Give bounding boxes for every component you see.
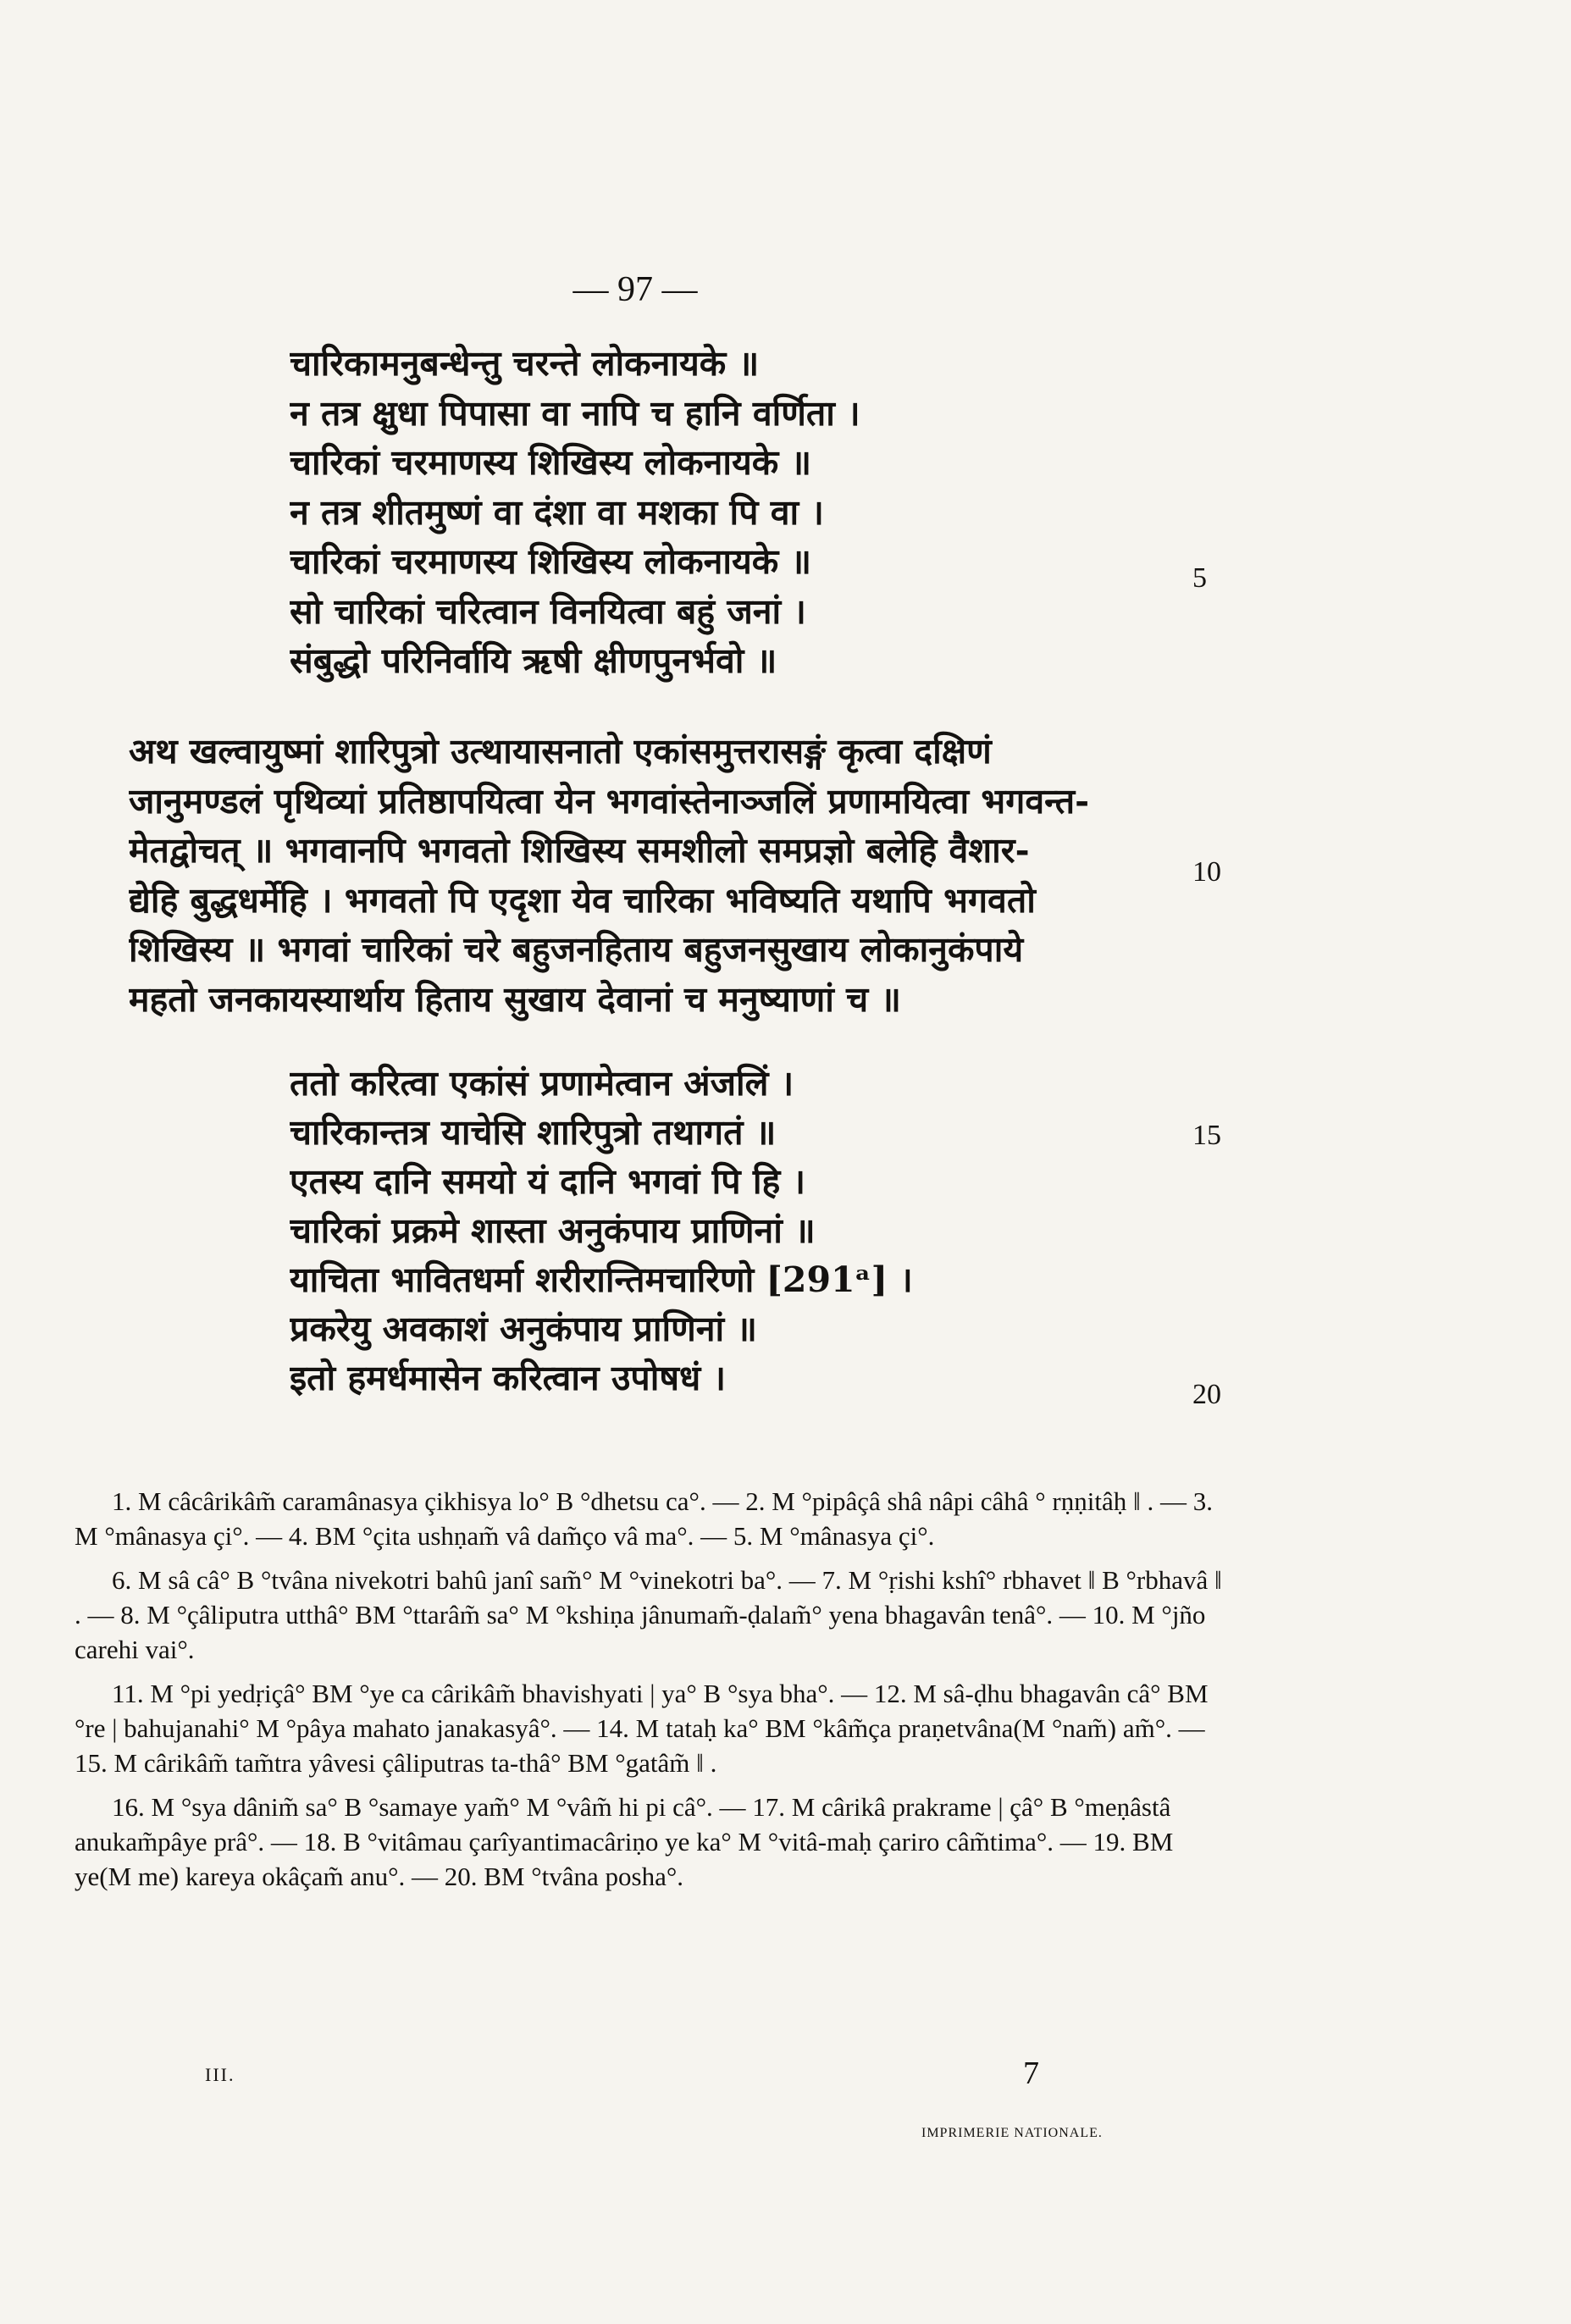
footnote: 1. M câcârikâm̃ caramânasya çikhisya lo° B °dhetsu ca°. — 2. M °pipâçâ shâ nâpi câhâ ° rṇṇitâḥ ‖ . — 3. M °mânasya çi°. — 4. BM °çita ushṇam̃ vâ dam̃ço vâ ma°. — 5. M °mânasya çi°.: [75, 1486, 1213, 1551]
verse-line: सो चारिकां चरित्वान विनयित्वा बहुं जनां ।: [290, 590, 806, 632]
verse-line: इतो हमर्धमासेन करित्वान उपोषधं ।: [290, 1358, 727, 1398]
footnotes: [75, 1484, 1226, 1903]
line-number-10: 10: [1192, 856, 1221, 888]
line-number-5: 5: [1192, 562, 1207, 594]
verse-line: एतस्य दानि समयो यं दानि भगवां पि हि ।: [290, 1161, 806, 1202]
verse-line: चारिकां चरमाणस्य शिखिस्य लोकनायके ॥: [290, 541, 812, 582]
prose-line: महतो जनकायस्यार्थाय हिताय सुखाय देवानां च मनुष्याणां च ॥: [129, 978, 901, 1020]
verse-line: ततो करित्वा एकांसं प्रणामेत्वान अंजलिं ।: [290, 1063, 794, 1104]
signature-mark: III.: [205, 2064, 235, 2085]
verse-line: चारिकां चरमाणस्य शिखिस्य लोकनायके ॥: [290, 442, 812, 483]
printer-imprint: IMPRIMERIE NATIONALE.: [921, 2126, 1103, 2140]
verse-line: याचिता भावितधर्मा शरीरान्तिमचारिणो [291ᵃ] ।: [290, 1259, 913, 1300]
line-number-20: 20: [1192, 1379, 1221, 1410]
footnote: 6. M sâ câ° B °tvâna nivekotri bahû janî sam̃° M °vinekotri ba°. — 7. M °ṛishi kshî° rbhavet ‖ B °rbhavâ ‖ . — 8. M °çâliputra utthâ° BM °ttarâm̃ sa° M °kshiṇa jânumam̃-ḍalam̃° yena bhagavân tenâ°. — 10. M °jño carehi vai°.: [75, 1565, 1222, 1664]
verse-line: प्रकरेयु अवकाशं अनुकंपाय प्राणिनां ॥: [290, 1309, 757, 1349]
verse-line: चारिकां प्रक्रमे शास्ता अनुकंपाय प्राणिनां ॥: [290, 1210, 816, 1251]
sheet-number: 7: [1023, 2056, 1039, 2091]
verse-line: न तत्र क्षुधा पिपासा वा नापि च हानि वर्णिता ।: [290, 392, 860, 434]
prose-paragraph: [129, 727, 1196, 1024]
prose-line: द्येहि बुद्धधर्मेहि । भगवतो पि एदृशा येव चारिका भविष्यति यथापि भगवतो: [129, 879, 1036, 921]
verse-line: न तत्र शीतमुष्णं वा दंशा वा मशका पि वा ।: [290, 491, 824, 533]
verse-block-1: [290, 339, 1247, 686]
footnote: 16. M °sya dânim̃ sa° B °samaye yam̃° M °vâm̃ hi pi câ°. — 17. M cârikâ prakrame | çâ° B °meṇâstâ anukam̃pâye prâ°. — 18. B °vitâmau çarîyantimacâriṇo ye ka° M °vitâ-maḥ çariro câm̃tima°. — 19. BM ye(M me) kareya okâçam̃ anu°. — 20. BM °tvâna posha°.: [75, 1792, 1174, 1891]
prose-line: अथ खल्वायुष्मां शारिपुत्रो उत्थायासनातो एकांसमुत्तरासङ्गं कृत्वा दक्षिणं: [129, 731, 992, 772]
verse-line: चारिकामनुबन्धेन्तु चरन्ते लोकनायके ॥: [290, 343, 760, 384]
verse-line: संबुद्धो परिनिर्वायि ऋषी क्षीणपुनर्भवो ॥: [290, 640, 777, 681]
line-number-15: 15: [1192, 1120, 1221, 1151]
prose-line: जानुमण्डलं पृथिव्यां प्रतिष्ठापयित्वा येन भगवांस्तेनाञ्जलिं प्रणामयित्वा भगवन्त-: [129, 780, 1090, 822]
verse-block-2: [290, 1059, 1247, 1403]
footnote: 11. M °pi yedṛiçâ° BM °ye ca cârikâm̃ bhavishyati | ya° B °sya bha°. — 12. M sâ-ḍhu bhagavân câ° BM °re | bahujanahi° M °pâya mahato janakasyâ°. — 14. M tataḥ ka° BM °kâm̃ça praṇetvâna(M °nam̃) am̃°. — 15. M cârikâm̃ tam̃tra yâvesi çâliputras ta-thâ° BM °gatâm̃ ‖ .: [75, 1679, 1209, 1778]
page-number: — 97 —: [573, 270, 698, 309]
verse-line: चारिकान्तत्र याचेसि शारिपुत्रो तथागतं ॥: [290, 1112, 777, 1153]
prose-line: मेतद्वोचत् ॥ भगवानपि भगवतो शिखिस्य समशीलो समप्रज्ञो बलेहि वैशार-: [129, 830, 1030, 871]
prose-line: शिखिस्य ॥ भगवां चारिकां चरे बहुजनहिताय बहुजनसुखाय लोकानुकंपाये: [129, 929, 1024, 970]
